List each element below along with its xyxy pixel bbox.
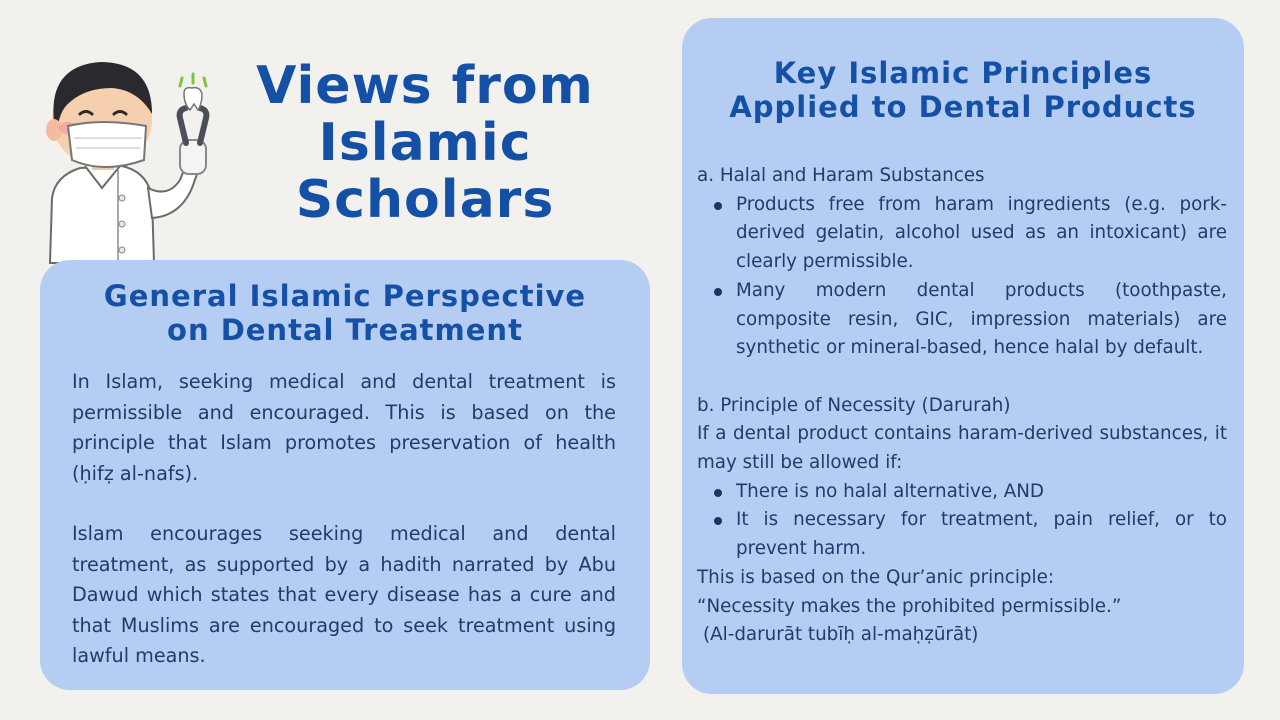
key-principles-card (682, 18, 1244, 694)
dentist-illustration (30, 48, 230, 268)
section-a-list (697, 191, 1227, 363)
bullet-icon (714, 517, 722, 525)
bullet-icon (714, 489, 722, 497)
bullet-icon (714, 288, 722, 296)
necessity-quote: “Necessity makes the prohibited permissible.” (697, 595, 1122, 617)
necessity-quote-source: (Al-darurāt tubīḥ al-maḥẓūrāt) (703, 624, 979, 646)
key-principles-heading (682, 56, 1244, 124)
page-title (235, 58, 615, 229)
heading-line: Key Islamic Principles (773, 56, 1153, 90)
paragraph: In Islam, seeking medical and dental treatment is permissible and encouraged. This is based on the principle that Islam promotes preservation of health (ḥifẓ al-nafs). (72, 370, 616, 485)
heading-line: General Islamic Perspective (103, 279, 587, 313)
key-principles-body (697, 162, 1227, 650)
list-item (697, 506, 1227, 563)
general-perspective-body (72, 367, 616, 702)
paragraph: Islam encourages seeking medical and dental treatment, as supported by a hadith narrated by Abu Dawud which states that every disease has a cure and that Muslims are encouraged to seek treatment using lawful means. (72, 522, 616, 667)
tooth-extraction-forceps-icon (180, 74, 207, 143)
page-title-line: Islamic (318, 113, 532, 173)
page-title-line: Scholars (295, 170, 555, 230)
section-b-intro: If a dental product contains haram-derived substances, it may still be allowed if: (697, 423, 1227, 474)
list-item (697, 478, 1227, 507)
list-item (697, 277, 1227, 363)
section-b-basis: This is based on the Qur’anic principle: (697, 566, 1055, 588)
general-perspective-card (40, 260, 650, 690)
list-item-text: There is no halal alternative, AND (736, 480, 1045, 502)
list-item (697, 191, 1227, 277)
page-title-line: Views from (256, 56, 594, 116)
heading-line: Applied to Dental Products (729, 90, 1197, 124)
section-b-list (697, 478, 1227, 564)
list-item-text: Products free from haram ingredients (e.g. pork-derived gelatin, alcohol used as an intoxicant) are clearly permissible. (736, 193, 1227, 273)
list-item-text: Many modern dental products (toothpaste, composite resin, GIC, impression materials) are synthetic or mineral-based, hence halal by default. (736, 279, 1227, 359)
bullet-icon (714, 202, 722, 210)
section-b-title: b. Principle of Necessity (Darurah) (697, 394, 1011, 416)
section-a-title: a. Halal and Haram Substances (697, 165, 985, 186)
heading-line: on Dental Treatment (167, 313, 523, 347)
general-perspective-heading (40, 279, 650, 347)
list-item-text: It is necessary for treatment, pain relief, or to prevent harm. (736, 509, 1227, 560)
